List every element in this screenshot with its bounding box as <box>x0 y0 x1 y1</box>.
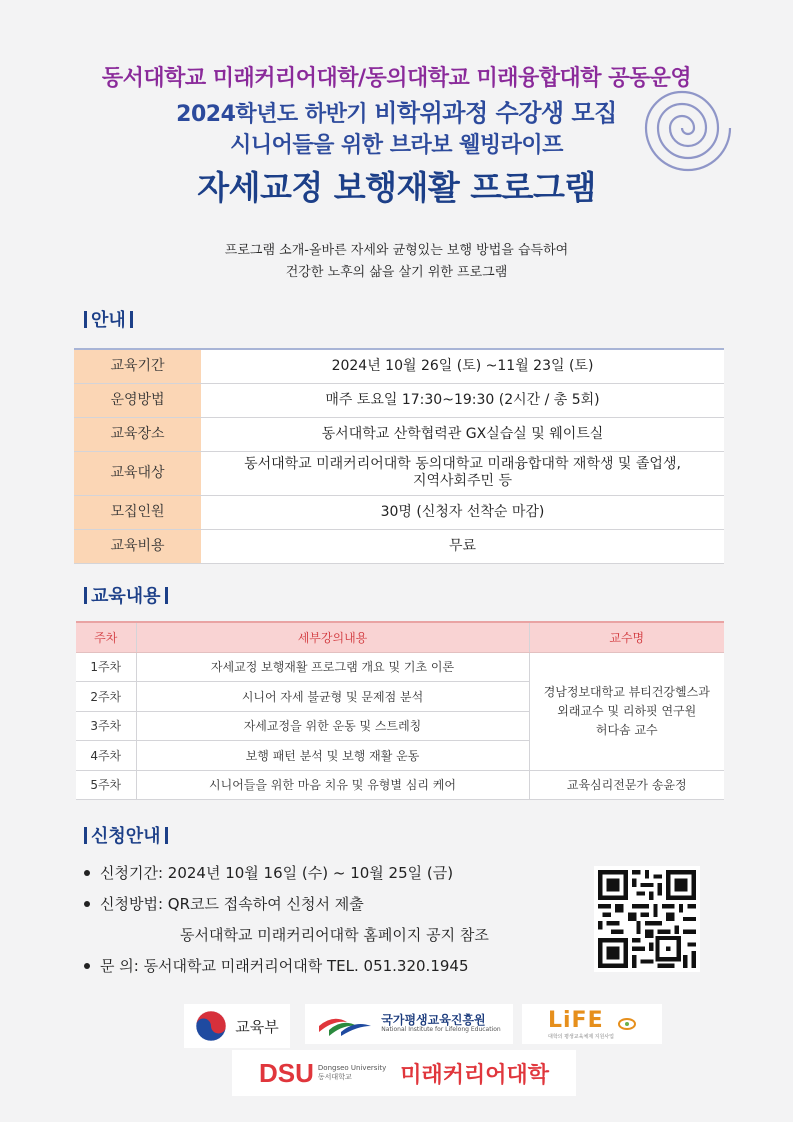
professor-cell: 경남정보대학교 뷰티건강헬스과 외래교수 및 리하핏 연구원 허다솜 교수 <box>529 652 724 770</box>
apply-method-note: 동서대학교 미래커리어대학 홈페이지 공지 참조 <box>180 926 489 944</box>
info-label: 교육대상 <box>74 451 201 495</box>
header-line2 <box>0 96 793 130</box>
info-value: 무료 <box>201 529 724 563</box>
topic-cell: 자세교정을 위한 운동 및 스트레칭 <box>136 711 529 741</box>
title-bar-left <box>84 587 87 604</box>
week-cell: 2주차 <box>76 682 136 712</box>
header-line2-prefix: 2024학년도 하반기 <box>176 102 368 127</box>
title-bar-right <box>130 311 133 328</box>
title-bar-right <box>165 827 168 844</box>
nile-logo-subtext: National Institute for Lifelong Education <box>381 1026 501 1033</box>
info-label: 교육장소 <box>74 417 201 451</box>
program-intro <box>0 240 793 284</box>
apply-method: 신청방법: QR코드 접속하여 신청서 제출 <box>84 889 489 920</box>
title-bar-right <box>165 587 168 604</box>
bullet-icon <box>84 963 90 969</box>
topic-cell: 보행 패턴 분석 및 보행 재활 운동 <box>136 741 529 771</box>
info-label: 모집인원 <box>74 495 201 529</box>
week-cell: 3주차 <box>76 711 136 741</box>
info-value: 동서대학교 미래커리어대학 동의대학교 미래융합대학 재학생 및 졸업생, 지역사회주민 등 <box>201 451 724 495</box>
info-value: 동서대학교 산학협력관 GX실습실 및 웨이트실 <box>201 417 724 451</box>
info-label: 운영방법 <box>74 383 201 417</box>
info-row <box>74 383 724 417</box>
header-line1: 동서대학교 미래커리어대학/동의대학교 미래융합대학 공동운영 <box>101 66 692 91</box>
info-value: 2024년 10월 26일 (토) ~11월 23일 (토) <box>201 349 724 383</box>
section-title-info: 안내 <box>80 306 137 332</box>
week-cell: 4주차 <box>76 741 136 771</box>
professor-cell: 교육심리전문가 송윤정 <box>529 770 724 800</box>
dsu-logo <box>232 1050 576 1096</box>
section-title-apply: 신청안내 <box>80 822 172 848</box>
nile-logo-text: 국가평생교육진흥원 <box>381 1013 486 1027</box>
col-header-topic: 세부강의내용 <box>136 622 529 652</box>
section-title-content: 교육내용 <box>80 582 172 608</box>
dsu-college-name: 미래커리어대학 <box>400 1062 549 1088</box>
nile-logo <box>305 1004 513 1044</box>
nile-emblem-icon <box>317 1012 375 1036</box>
table-row <box>76 770 724 800</box>
info-value: 매주 토요일 17:30~19:30 (2시간 / 총 5회) <box>201 383 724 417</box>
moe-logo <box>184 1004 290 1048</box>
info-value: 30명 (신청자 선착순 마감) <box>201 495 724 529</box>
curriculum-table <box>76 621 724 800</box>
col-header-professor: 교수명 <box>529 622 724 652</box>
taegeuk-icon <box>195 1010 227 1042</box>
info-row <box>74 349 724 383</box>
curriculum-header-row <box>76 622 724 652</box>
bullet-icon <box>84 870 90 876</box>
info-row <box>74 451 724 495</box>
life-leaf-icon <box>618 1017 636 1031</box>
dsu-logo-mark: DSU <box>259 1057 314 1088</box>
info-label: 교육기간 <box>74 349 201 383</box>
title-bar-left <box>84 827 87 844</box>
topic-cell: 시니어 자세 불균형 및 문제점 분석 <box>136 682 529 712</box>
life-logo <box>522 1004 662 1044</box>
topic-cell: 자세교정 보행재활 프로그램 개요 및 기초 이론 <box>136 652 529 682</box>
info-label: 교육비용 <box>74 529 201 563</box>
bullet-icon <box>84 901 90 907</box>
life-logo-subtext: 대학의 평생교육체제 지원사업 <box>548 1034 614 1040</box>
apply-info <box>84 858 489 982</box>
intro-line2: 건강한 노후의 삶을 살기 위한 프로그램 <box>285 265 508 280</box>
info-table <box>74 348 724 564</box>
program-title: 자세교정 보행재활 프로그램 <box>197 168 596 207</box>
info-row <box>74 417 724 451</box>
apply-contact: 문 의: 동서대학교 미래커리어대학 TEL. 051.320.1945 <box>84 951 489 982</box>
apply-period: 신청기간: 2024년 10월 16일 (수) ~ 10월 25일 (금) <box>84 858 489 889</box>
week-cell: 1주차 <box>76 652 136 682</box>
info-row <box>74 529 724 563</box>
dsu-logo-subtext: Dongseo University 동서대학교 <box>317 1064 387 1081</box>
header-line2-main: 비학위과정 수강생 모집 <box>374 99 617 127</box>
moe-logo-text: 교육부 <box>235 1017 279 1036</box>
table-row <box>76 652 724 682</box>
header-line3: 시니어들을 위한 브라보 웰빙라이프 <box>230 133 563 158</box>
qr-code-icon[interactable] <box>594 866 700 972</box>
week-cell: 5주차 <box>76 770 136 800</box>
life-logo-text: LiFE <box>548 1008 604 1033</box>
header <box>0 62 793 214</box>
info-row <box>74 495 724 529</box>
topic-cell: 시니어들을 위한 마음 치유 및 유형별 심리 케어 <box>136 770 529 800</box>
title-bar-left <box>84 311 87 328</box>
intro-line1: 프로그램 소개-올바른 자세와 균형있는 보행 방법을 습득하여 <box>224 243 569 258</box>
col-header-week: 주차 <box>76 622 136 652</box>
